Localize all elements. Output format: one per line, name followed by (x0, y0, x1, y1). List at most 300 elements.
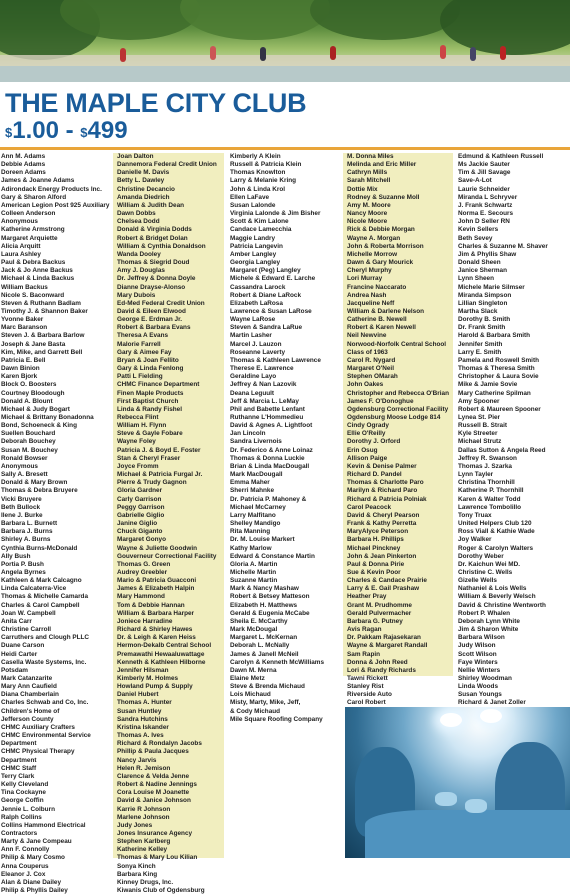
donor-name: Kim, Mike, and Garrett Bell (1, 348, 83, 356)
donor-name: Marty & Jane Compeau (1, 838, 72, 846)
donor-name: Suzanne Martin (230, 577, 278, 585)
donor-name: Laurie Schneider (458, 185, 510, 193)
donor-name: Christine Carroll (1, 626, 52, 634)
donor-name: Marc Baranson (1, 324, 48, 332)
donor-name: Heather Pray (347, 593, 387, 601)
donor-name: Patricia J. & Boyd E. Foster (117, 446, 201, 454)
donor-name: Martha Slack (458, 307, 498, 315)
donor-name: Amanda Diedrich (117, 193, 170, 201)
donor-name: Betty L. Dawley (117, 177, 165, 185)
donor-name: Amy M. Moore (347, 201, 391, 209)
donor-name: Erin Osug (347, 446, 378, 454)
donor-name: Rebecca Flint (117, 414, 159, 421)
donor-name: Dianne Drayse-Alonso (117, 283, 186, 291)
donor-name: John & Roberta Morrison (347, 242, 424, 250)
donor-name: Jim & Phyllis Shaw (458, 250, 517, 258)
donor-name: John D Seller RN (458, 218, 510, 226)
donor-column-4 (343, 153, 453, 707)
donor-name: William Backus (1, 283, 48, 291)
donor-name: Department (1, 756, 37, 764)
donor-name: Mary Dubois (117, 291, 156, 299)
donor-name: Ilene J. Burke (1, 511, 43, 519)
donor-name: Marlene Johnson (117, 813, 170, 821)
donor-name: Katherine Armstrong (1, 226, 65, 234)
donor-name: Dawn M. Merna (230, 666, 277, 674)
donor-name: Tawni Rickett (347, 675, 388, 682)
donor-name: Sarah Mitchell (347, 177, 391, 185)
donor-name: Casella Waste Systems, Inc. (1, 658, 87, 666)
donor-name: James & Joanne Adams (1, 177, 75, 185)
donor-name: Miranda L Schryver (458, 193, 518, 201)
donor-name: Jennie L. Colburn (1, 805, 55, 813)
donor-name: Anonymous (1, 218, 38, 226)
donor-name: Block O. Boosters (1, 381, 57, 389)
donor-name: Patti L Fielding (117, 373, 163, 381)
donor-name: Larry E. Smith (458, 348, 502, 356)
donor-name: Suellen Bouchard (1, 430, 56, 438)
donor-name: Daniel Hubert (117, 691, 159, 699)
donor-name: John Oakes (347, 381, 384, 389)
donor-name: Nancy Moore (347, 210, 388, 218)
donor-name: Carruthers and Clough PLLC (1, 634, 90, 642)
donor-name: William & Beverly Welsch (458, 593, 536, 601)
donor-name: Ralph Collins (1, 813, 42, 821)
donor-name: Thomas A. Ives (117, 732, 164, 740)
donor-name: Robert & Betsey Matteson (230, 593, 310, 601)
donor-name: Ruthanne L'Hommedieu (230, 414, 304, 421)
donor-name: Danielle M. Davis (117, 169, 170, 177)
donor-name: Dr. Federico & Anne Loinaz (230, 446, 313, 454)
donor-name: Jennifer Hilsman (117, 666, 169, 674)
donor-name: Bond, Schoeneck & King (1, 422, 77, 430)
donor-name: Joyce Fromm (117, 462, 159, 470)
donor-name: Karrie R Johnson (117, 805, 171, 813)
donor-name: Michael & Judy Bogart (1, 405, 70, 413)
donor-name: Stephen OMarah (347, 373, 398, 381)
donor-name: Patricia Langevin (230, 242, 283, 250)
donor-name: Francine Naccarato (347, 283, 407, 291)
donor-name: Joseph & Jane Basta (1, 340, 66, 348)
donor-name: Thomas & Kathleen Lawrence (230, 356, 321, 364)
donor-name: Kimberly M. Holmes (117, 675, 179, 682)
dollar-sign: $ (5, 125, 13, 140)
donor-name: David & Janice Johnson (117, 797, 191, 805)
donor-name: Robert & Karen Newell (347, 324, 416, 332)
donor-name: Chelsea Dodd (117, 218, 160, 226)
donor-name: Sonya Kinch (117, 862, 156, 870)
donor-name: Virginia Lalonde & Jim Bisher (230, 210, 321, 218)
donor-name: Michael & Linda Backus (1, 275, 75, 283)
donor-name: Dottie Mix (347, 185, 378, 193)
donor-name: Tony Truax (458, 511, 492, 519)
donor-name: Faye Winters (458, 658, 498, 666)
donor-name: Gizelle Wells (458, 577, 497, 585)
donor-name: Judy Jones (117, 821, 153, 829)
donor-name: Dallas Sutton & Angela Reed (458, 446, 546, 454)
donor-name: Ms Jackie Sauter (458, 161, 510, 169)
donor-name: Gerald & Eugenia McCabe (230, 609, 310, 617)
donor-name: Sheila E. McCarthy (230, 617, 288, 625)
donor-name: Steven & Ruthann Badlam (1, 299, 81, 307)
donor-name: Beth Bullock (1, 503, 41, 511)
donor-name: Andrea Nash (347, 291, 387, 299)
donor-column-2 (113, 153, 224, 895)
donor-name: Steven & Sandra LaRue (230, 324, 303, 332)
donor-name: Jack & Jo Anne Backus (1, 267, 73, 275)
donor-name: Brian & Linda MacDougall (230, 462, 310, 470)
donor-name: William & Barbara Harper (117, 609, 195, 617)
donor-name: Mike & Jamie Sovie (458, 381, 518, 389)
donor-name: Richard & Patricia Polniak (347, 495, 427, 503)
donor-name: John & Linda Krol (230, 185, 286, 193)
donor-name: Thomas & Charlotte Paro (347, 479, 424, 487)
donor-name: Barbara King (117, 870, 158, 878)
donor-name: Amy Spooner (458, 397, 500, 405)
donor-name: Harold & Barbara Smith (458, 332, 531, 340)
donor-name: United Helpers Club 120 (458, 520, 532, 528)
donor-name: Mile Square Roofing Company (230, 715, 323, 723)
donor-name: Misty, Marty, Mike, Jeff, (230, 699, 301, 707)
donor-name: Sherri Mahnke (230, 487, 275, 495)
donor-name: Save-A-Lot (458, 177, 492, 185)
donor-name: David & Eileen Elwood (117, 307, 186, 315)
donor-name: Gary & Aimee Fay (117, 348, 172, 356)
donor-name: Lori & Randy Richards (347, 666, 416, 674)
donor-name: CHMC Finance Department (117, 381, 200, 389)
donor-name: Rita Manning (230, 528, 271, 536)
title-divider (0, 147, 570, 150)
donor-name: Donald A. Blount (1, 397, 53, 405)
donor-name: CHMC Physical Therapy (1, 748, 75, 756)
donor-name: Doreen Adams (1, 169, 46, 177)
donor-name: Stanley Rist (347, 683, 384, 691)
donor-name: Deborah Bouchey (1, 438, 56, 446)
donor-name: Dr. Jeffrey & Donna Doyle (117, 275, 196, 283)
donor-name: Nancy Jarvis (117, 756, 157, 764)
donor-name: Michelle Martin (230, 568, 277, 576)
donor-name: Nathaniel & Lois Wells (458, 585, 527, 593)
donor-name: Sandra Livernois (230, 438, 282, 446)
donor-name: Helen R. Jemison (117, 764, 171, 772)
donor-name: Dorothy J. Orford (347, 438, 401, 446)
donor-name: Paul & Donna Pirie (347, 560, 405, 568)
donor-name: Martin Lasher (230, 332, 272, 340)
donor-name: Margaret (Peg) Langley (230, 267, 301, 275)
donor-name: Audrey Greebler (117, 568, 168, 576)
donor-name: Charles & Candace Prairie (347, 577, 427, 585)
donor-name: Margaret Gonyo (117, 536, 167, 544)
donor-name: Thomas & Donna Luckie (230, 454, 305, 462)
donor-name: Richard D. Pandel (347, 471, 402, 479)
donor-name: Christine Decancio (117, 185, 175, 193)
dollar-sign: $ (80, 125, 88, 140)
donor-name: Dorothy Weber (458, 552, 504, 560)
donor-name: Anna Couperus (1, 862, 49, 870)
donor-name: Carly Garrison (117, 495, 162, 503)
donor-name: Katherine P. Thornhill (458, 487, 524, 495)
donor-name: Shelley Mandigo (230, 520, 281, 528)
donor-name: Donald & Virginia Dodds (117, 226, 192, 234)
donor-name: William & Judith Dean (117, 201, 185, 209)
donor-name: David & Agnes A. Lightfoot (230, 422, 313, 430)
donor-name: Mary Catherine Spilman (458, 389, 531, 397)
donor-name: Christine C. Wells (458, 568, 513, 576)
donor-name: Miranda Simpson (458, 291, 512, 299)
donor-name: Lillian Singleton (458, 299, 508, 307)
donor-name: MaryAlyce Peterson (347, 528, 409, 536)
donor-name: Charles Schwab and Co, Inc. (1, 699, 89, 707)
donor-name: Kiwanis Club of Ogdensburg (117, 887, 205, 895)
donor-name: Steve & Gayle Fobare (117, 430, 183, 438)
donor-name: Steve & Brenda Michaud (230, 683, 305, 691)
donor-name: Carol R. Nygard (347, 356, 396, 364)
donor-name: Shirley A. Burns (1, 536, 51, 544)
donor-name: Barbara L. Burnett (1, 520, 58, 528)
donor-name: Mary Ann Caufield (1, 683, 57, 691)
donor-name: Mark McDougal (230, 626, 278, 634)
donor-name: Ross Viall & Kathie Wade (458, 528, 535, 536)
donor-name: Linda Woods (458, 683, 498, 691)
donor-name: Kimberly A Klein (230, 153, 281, 160)
donor-name: Georgia Langley (230, 259, 281, 267)
donor-name: Gary & Linda Fenlong (117, 365, 184, 373)
donor-name: Ally Bush (1, 552, 31, 560)
donor-name: Steven J. & Barbara Barlow (1, 332, 85, 340)
donor-name: Gary & Sharon Alford (1, 193, 67, 201)
donor-name: Thomas & Debra Bruyere (1, 487, 78, 495)
donor-name: Gloria Gardner (117, 487, 163, 495)
donor-name: Edward & Constance Martin (230, 552, 315, 560)
donor-name: Tina Cockayne (1, 789, 46, 797)
donor-name: Joniece Harradine (117, 617, 173, 625)
donor-name: Allison Paige (347, 454, 388, 462)
donor-name: Howland Pump & Supply (117, 683, 193, 691)
donor-name: CHMC Auxiliary Crafters (1, 723, 75, 731)
donor-name: Alicia Arquitt (1, 242, 41, 250)
donor-name: Scott Wilson (458, 650, 497, 658)
donor-name: & Cody Michaud (230, 707, 281, 715)
donor-name: Nellie Winters (458, 666, 501, 674)
donor-name: Kyle Streeter (458, 430, 498, 438)
donor-name: Premawathi Hewaaluwattage (117, 650, 205, 658)
donor-name: Larry & Melanie Kring (230, 177, 297, 185)
donor-name: James & Elizabeth Halpin (117, 585, 195, 593)
donor-name: Jim & Sharon White (458, 626, 519, 634)
donor-name: Colleen Anderson (1, 210, 56, 218)
donor-name: Stephen Karlberg (117, 838, 171, 846)
donor-name: Kelly Cleveland (1, 781, 49, 789)
donor-name: Sandra Hutchins (117, 715, 168, 723)
donor-name: Collins Hammond Electrical (1, 821, 86, 829)
donor-name: Lois Michaud (230, 691, 271, 699)
range-dash: - (58, 117, 81, 144)
donor-name: Karen & Walter Todd (458, 495, 521, 503)
donor-name: George E. Erdman Jr. (117, 316, 182, 324)
donor-name: Karen Bjork (1, 373, 38, 381)
donor-name: American Legion Post 925 Auxiliary (1, 201, 110, 209)
donor-name: Kevin & Denise Palmer (347, 462, 417, 470)
donor-name: Jeffrey R. Swanson (458, 454, 517, 462)
donor-name: Ann M. Adams (1, 153, 46, 160)
donor-name: Lori Murray (347, 275, 383, 283)
donor-name: Edmund & Kathleen Russell (458, 153, 544, 160)
donor-name: CHMC Staff (1, 764, 37, 772)
donor-name: Richard & Rondalyn Jacobs (117, 740, 202, 748)
donor-name: Robert & Barbara Evans (117, 324, 191, 332)
donor-name: Gouverneur Correctional Facility (117, 552, 217, 560)
donor-name: Charles & Suzanne M. Shaver (458, 242, 548, 250)
donor-name: Ellie O'Reilly (347, 430, 386, 438)
donor-name: Jones Insurance Agency (117, 829, 193, 837)
donor-name: Gabrielle Giglio (117, 511, 165, 519)
donor-name: Robert & Diane LaRock (230, 291, 302, 299)
donor-name: Donald & Mary Brown (1, 479, 68, 487)
donor-name: Amy J. Douglas (117, 267, 165, 275)
donor-name: Dr. M. Louise Markert (230, 536, 295, 544)
donor-name: Philip & Mary Cosmo (1, 854, 65, 862)
donor-name: Jefferson County (1, 715, 54, 723)
donation-range (5, 118, 306, 144)
donor-name: Neil Newvine (347, 332, 387, 340)
donor-name: Deborah L. McNally (230, 642, 290, 650)
donor-name: Dawn Binion (1, 365, 40, 373)
donor-name: Richard & Janet Zoller (458, 699, 526, 707)
donor-name: Chuck Giganto (117, 528, 163, 536)
donor-name: Mario & Patricia Guacconi (117, 577, 197, 585)
donor-name: Barbara H. Phillips (347, 536, 404, 544)
donor-column-5 (458, 153, 570, 716)
donor-name: Timothy J. & Shannon Baker (1, 307, 88, 315)
donor-name: Robert & Bridget Dolan (117, 234, 188, 242)
donor-name: Jeff & Marcia L. LeMay (230, 397, 299, 405)
donor-name: Pamela and Roswell Smith (458, 356, 539, 364)
donor-name: Cassandra Larock (230, 283, 286, 291)
donor-name: Sally A. Bresett (1, 471, 48, 479)
donor-name: Children's Home of (1, 707, 60, 715)
donor-name: Janine Giglio (117, 520, 158, 528)
donor-name: Vicki Bruyere (1, 495, 42, 503)
donor-name: Lawrence & Susan LaRose (230, 307, 312, 315)
donor-name: Marcel J. Lauzon (230, 340, 282, 348)
donor-name: Lynea St. Pier (458, 414, 501, 421)
donor-name: Emma Maher (230, 479, 270, 487)
donor-name: Heidi Carter (1, 650, 38, 658)
donor-name: Deana Leguult (230, 389, 275, 397)
donor-name: Scott & Kim Lalone (230, 218, 289, 226)
donor-name: George Coffin (1, 797, 44, 805)
donor-name: Elaine Metz (230, 675, 265, 682)
donor-name: Michele & Edward E. Larche (230, 275, 316, 283)
donor-name: Debbie Adams (1, 161, 46, 169)
donor-name: John & Jean Pinkerton (347, 552, 417, 560)
donor-name: Joan Dalton (117, 153, 154, 160)
donor-name: Mark & Nancy Mashaw (230, 585, 299, 593)
donor-name: Charles & Carol Campbell (1, 601, 80, 609)
donor-name: Catherine B. Newell (347, 316, 407, 324)
donor-name: Lynn Tayler (458, 471, 494, 479)
donor-name: Malorie Farrell (117, 340, 161, 348)
donor-name: Thomas & Mary Lou Kilian (117, 854, 198, 862)
donor-name: Dorothy B. Smith (458, 316, 511, 324)
donor-name: Tim & Jill Savage (458, 169, 511, 177)
donor-name: Jeffrey & Nan Lazovik (230, 381, 297, 389)
donor-name: Adirondack Energy Products Inc. (1, 185, 102, 193)
donor-name: Christina Thornhill (458, 479, 515, 487)
donor-name: Robert P. Whalen (458, 609, 511, 617)
donor-name: David & Cheryl Pearson (347, 511, 420, 519)
donor-name: Elizabeth LaRosa (230, 299, 283, 307)
donor-name: Michael Strutz (458, 438, 502, 446)
donor-name: Dr. Patricia P. Mahoney & (230, 495, 307, 503)
range-min: 1.00 (12, 117, 59, 144)
donor-name: Ed-Med Federal Credit Union (117, 299, 205, 307)
donor-name: Kevin Sellers (458, 226, 499, 234)
donor-name: Dawn & Gary Mourick (347, 259, 414, 267)
donor-name: Anonymous (1, 462, 38, 470)
donor-name: Roseanne Laverty (230, 348, 286, 356)
range-max: 499 (87, 117, 128, 144)
donor-name: William & Cynthia Donaldson (117, 242, 206, 250)
donor-name: Gloria A. Martin (230, 560, 278, 568)
donor-name: Kenneth & Kathleen Hilborne (117, 658, 206, 666)
donor-name: Norwood-Norfolk Central School (347, 340, 447, 348)
donor-column-3 (230, 153, 340, 724)
donor-name: Jan Lincoln (230, 430, 266, 438)
donor-name: Department (1, 740, 37, 748)
donor-name: Larry Malfitano (230, 511, 276, 519)
donor-name: Ronald Bowser (1, 454, 48, 462)
donor-name: Margaret O'Neil (347, 365, 394, 373)
donor-name: Thomas G. Green (117, 560, 171, 568)
donor-name: Rick & Debbie Morgan (347, 226, 415, 234)
donor-name: Sue & Kevin Poor (347, 568, 401, 576)
donor-name: Michael McCarney (230, 503, 286, 511)
donor-name: Cora Louise M Joanette (117, 789, 190, 797)
donor-name: Therese E. Lawrence (230, 365, 294, 373)
donor-name: Thomas J. Szarka (458, 462, 512, 470)
donor-name: David & Christine Wentworth (458, 601, 546, 609)
donor-name: James & Janell McNeil (230, 650, 299, 658)
donor-name: Grant M. Prudhomme (347, 601, 412, 609)
donor-name: Sam Rapin (347, 650, 381, 658)
donor-name: Norma E. Secours (458, 210, 514, 218)
donor-name: Clarence & Velda Jenne (117, 772, 190, 780)
donor-name: Thomas A. Hunter (117, 699, 172, 707)
donor-name: Barbara Wilson (458, 634, 505, 642)
donor-name: Susan Youngs (458, 691, 502, 699)
donor-name: Joy Walker (458, 536, 492, 544)
donor-name: Linda & Randy Fishel (117, 405, 182, 413)
club-name: THE MAPLE CITY CLUB (5, 88, 307, 118)
surgery-photo (345, 707, 570, 858)
donor-name: Bryan & Joan Fellito (117, 356, 179, 364)
donor-name: Russell & Patricia Klein (230, 161, 302, 169)
donor-name: Joan W. Campbell (1, 609, 56, 617)
donor-name: Thomas Knowlton (230, 169, 286, 177)
donor-name: William & Darlene Nelson (347, 307, 425, 315)
donor-name: Finen Maple Products (117, 389, 184, 397)
donor-name: Portia P. Bush (1, 560, 44, 568)
donor-name: Thomas & Michelle Camarda (1, 593, 89, 601)
page-title (5, 88, 306, 144)
donor-name: First Baptist Church (117, 397, 179, 405)
donor-name: Robert & Maureen Spooner (458, 405, 541, 413)
donor-name: Kathy Marlow (230, 544, 272, 552)
donor-name: Courtney Bloodough (1, 389, 65, 397)
donor-name: Margaret Arquiette (1, 234, 58, 242)
donor-name: Ogdensburg Correctional Facility (347, 405, 449, 413)
donor-name: Terry Clark (1, 772, 35, 780)
